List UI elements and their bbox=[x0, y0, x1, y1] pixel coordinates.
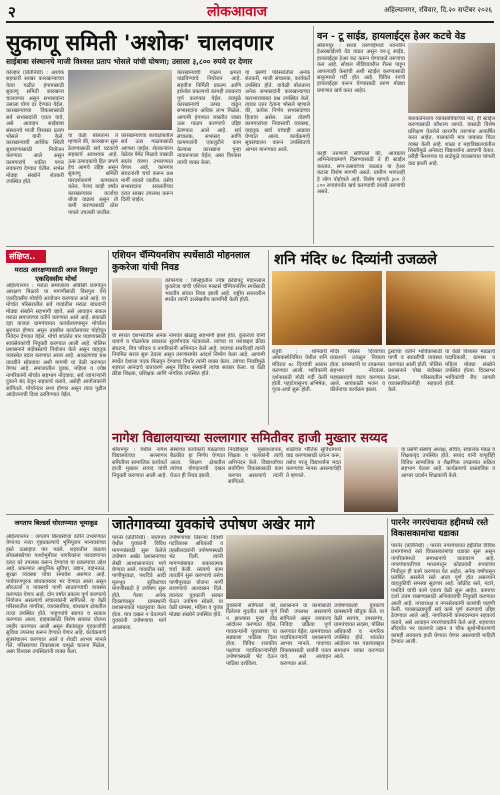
section-divider bbox=[6, 246, 494, 247]
story9-body: पारनेर (प्रतिनिधी) : पारनेर नगरपंचायत हद्दीतील विविध प्रभागांमध्ये रस्ते विकासकामांचा धडाका सुरू असून नागरिकांमध्ये समाधानाचे वातावरण आहे. नगरपंचायतीच्या माध्यमातून कोट्यवधी रुपयांच्या निधीतून ही कामे करण्यात येत आहेत. अनेक वर्षांपासून प्रलंबित असलेले रस्ते आता पूर्ण होत असल्याने वाहतुकीची समस्या सुटणार आहे. काँक्रीट रस्ते, गटारे, पथदिवे यांची कामे एकाच वेळी सुरू आहेत. कामाचा दर्जा उत्तम राखण्यासाठी अभियंत्यांची नियुक्ती करण्यात आली आहे. नगराध्यक्ष व नगरसेवकांनी कामांची पाहणी केली. पावसाळ्यापूर्वी सर्व कामे पूर्ण करण्याचे उद्दिष्ट ठेवण्यात आले आहे. नागरिकांनी कामादरम्यान सहकार्य करावे, असे आवाहन नगरपंचायतीने केले आहे. शहराच्या सौंदर्यात भर घालणारे उद्यान व चौक सुशोभीकरणाचे कामही लवकरच हाती घेण्यात येणार असल्याची माहिती देण्यात आली. bbox=[391, 543, 495, 646]
story1-headline: सुकाणू समिती 'अशोक' चालवणार bbox=[6, 31, 274, 56]
story6-body-col2: संस्थेच्या कार्यकारी मंडळाच्या बैठकीत हा निर्णय घेण्यात आला. शिक्षण क्षेत्रातील त्यांच्या योगदानाची दखल घेऊन ही निवड झाली. bbox=[170, 447, 225, 479]
story6-body-col4: शाळेच्या भौतिक सुविधांमध्ये वाढ करण्यासाठी प्रयत्न करू, तसेच गरजू विद्यार्थ्यांना मदत करण्याचा मानस असल्याचेही ते म्हणाले. bbox=[286, 447, 341, 479]
page-number: २ bbox=[8, 3, 16, 21]
story1-body-col1: कोल्हार (प्रतिनिधी) : अशोक सहकारी साखर कारखान्याच्या येत्या गळीत हंगामासाठी सुकाणू समिती कारखाना चालवणार असून सभासदांना उसाला योग्य दर देण्यात येईल. कारखान्याच्या विकासासाठी सर्व सभासदांनी एकत्र यावे, असे आवाहन साईबाबा संस्थानचे माजी विश्वस्त प्रताप भोसले यांनी केले. कारखान्याची आर्थिक स्थिती सुधारण्यासाठी नियोजन करण्यात आले असून कामगारांचे थकीत पगार लवकरच देण्यात येतील. सभेस मोठ्या संख्येने शेतकरी उपस्थित होते. bbox=[6, 70, 64, 185]
story1-body-col2: या वेळी बोलताना ते म्हणाले की, कारखाना सुरू ठेवण्यासाठी सर्व घटकांचे सहकार्य आवश्यक आहे. ऊस उत्पादकांचे हित जपणे हेच आमचे उद्दिष्ट असून सुकाणू समिती पारदर्शकपणे कामकाज करेल. गेल्या काही वर्षांत कारखान्यावर कर्जाचा बोजा वाढला असून तो कमी करण्यासाठी ठोस पावले उचलली जातील. bbox=[68, 133, 118, 216]
story8-body-col4: प्रशासनाने या कामांसाठी निधी उपलब्ध असल्याचे सांगितले असून लवकरच निविदा प्रक्रिया पूर्ण करण्यात येईल. ग्रामपंचायत पदाधिकाऱ्यांनी प्रशासनाचे आभार मानले. गावाच्या विकासासाठी सर्वांनी एकत्र यावे, असे आवाहन करण्यात आले. bbox=[280, 603, 331, 667]
story5-photo-left bbox=[272, 271, 382, 345]
story4-headline: एशियन चॅम्पियनशिप स्पर्धेसाठी मोहनलाल कुकरेजा यांची निवड bbox=[112, 250, 250, 273]
story3-kicker: संक्षिप्त.. bbox=[6, 250, 46, 263]
story5-body-col1: राहुरी : शनिवारी अमावास्येनिमित्त येथील शनि मंदिरात ७८ दिव्यांची आरास करण्यात आली. भाविकांनी दर्शनासाठी मोठी गर्दी केली होती. पहाटेपासूनच अभिषेक, पूजा-अर्चा सुरू होती. bbox=[272, 349, 327, 394]
story1-body-col5: या प्रसंगी परिसरातील अनेक शेतकरी, माजी संचालक, कार्यकर्ते उपस्थित होते. यावेळी बोलताना अनेक सभासदांनी कारखान्याच्या कारभाराबाबत प्रश्न उपस्थित केले. त्यावर उत्तर देताना भोसले म्हणाले की, प्रत्येक निर्णय सभासदांच्या हिताचा असेल. ऊस तोडणी कामगारांच्या निवासाची व्यवस्था, वाहतूक खर्च यांचाही आढावा घेण्यात आला. कार्यक्रमाचे सूत्रसंचालन करून उपस्थितांचे आभार मानण्यात आले. bbox=[245, 70, 310, 153]
story1-body-col3: कारखान्याच्या कार्यक्षेत्रातील सर्व ऊस गाळपासाठी आणला जाईल. शेतकऱ्यांना वेळेवर पेमेंट मिळावे यासाठी स्वतंत्र यंत्रणा उभारण्यात येणार आहे. कामगार संघटनांशी चर्चा करून प्रश्न मार्गी लावले जातील. तसेच सभासदांना सवलतीच्या दरात साखर उपलब्ध करून दिली जाईल. bbox=[121, 133, 173, 204]
story7-headline: जगताप बिल्डर्स घोरतप्प्यात भूमाकूड bbox=[14, 519, 98, 527]
column-divider bbox=[108, 518, 109, 790]
story1-subheadline: साईबाबा संस्थानचे माजी विश्वस्त प्रताप भोसले यांची घोषणा; उसाला ३,८०० रुपये दर देणार bbox=[6, 57, 253, 66]
story1-photo bbox=[68, 70, 172, 130]
story6-body-col1: श्रीरामपूर : येथील नागेश विद्यालयाच्या सल्लागार समितीवर सामाजिक कार्यकर्ते हाजी मुख्तार सय्यद यांची नियुक्ती करण्यात आली आहे. bbox=[112, 447, 167, 479]
masthead-logo: लोकआवाज bbox=[207, 4, 267, 20]
story6-photo bbox=[344, 447, 398, 512]
column-divider bbox=[268, 250, 269, 425]
column-divider bbox=[313, 26, 314, 244]
story4-body-col2: या स्पर्धेत देशभरातील अनेक नामवंत खेळाडू सहभागी झाले होते. कुकरेजा यांनी धावणे व गोळाफेक प्रकारात सुवर्णपदक पटकावले. त्यांच्या या यशाबद्दल क्रीडा संघटना, मित्र परिवार व नागरिकांनी अभिनंदन केले आहे. वयाच्या सत्तरीतही त्यांनी नियमित सराव सुरू ठेवला असून तरुणांसमोर आदर्श निर्माण केला आहे. आगामी स्पर्धेत देशाला पदक मिळवून देण्याचा निर्धार त्यांनी व्यक्त केला. त्यांच्या निवडीमुळे शहरात आनंदाचे वातावरण असून विविध संस्थांनी त्यांचा सत्कार केला. या वेळी क्रीडा शिक्षक, प्रशिक्षक आणि नागरिक उपस्थित होते. bbox=[112, 333, 265, 378]
story4-photo bbox=[112, 278, 162, 330]
column-divider bbox=[108, 250, 109, 512]
story8-photo bbox=[226, 535, 384, 599]
story2-photo bbox=[408, 43, 495, 113]
story6-headline: नागेश विद्यालयाच्या सल्लागार समितीवर हाजी मुख्तार सय्यद bbox=[112, 431, 388, 446]
column-divider bbox=[387, 518, 388, 790]
story5-body-col4: या वेळी विश्वस्त मंडळाचे पदाधिकारी, ग्रामस्थ व महिला मोठ्या संख्येने उपस्थित होत्या. दिवसभर भाविकांची रीघ लागली होती. bbox=[445, 349, 495, 388]
story5-photo-right bbox=[386, 271, 495, 345]
story3-headline: मराठा आरक्षणासाठी आज विसपुरा एकदिवसीय मोर्चा bbox=[14, 266, 98, 283]
story1-body-col4: कारखान्याची गाळप क्षमता वाढविण्याचे नियोजन आहे. सहवीज निर्मिती प्रकल्प आणि इथेनॉल प्रकल्पाचे कामही लवकरच पूर्ण करण्यात येईल. त्यामुळे कारखान्याचे उत्पन्न वाढून सभासदांना अधिक लाभ मिळेल. आगामी हंगामात जास्तीत जास्त ऊस गाळप करण्याचे उद्दिष्ट ठेवण्यात आले आहे. सर्व संचालक, सभासद आणि कामगारांनी एकजुटीने काम केल्यास कारखाना पुन्हा नावारूपाला येईल, असा विश्वास त्यांनी व्यक्त केला. bbox=[177, 70, 241, 166]
issue-date: अहिल्यानगर, रविवार, दि.२० सप्टेंबर २०२६ bbox=[383, 6, 492, 14]
story2-headline: वन - टू साईड, हायलाईट्स हेअर कटचे वेड bbox=[317, 31, 466, 42]
story8-headline: जातेगावच्या युवकांचे उपोषण अखेर मागे bbox=[112, 517, 315, 533]
story4-body-col1: कोपरगाव : जिल्ह्यातील ज्येष्ठ क्रीडापटू मोहनलाल कुकरेजा यांची एशियन मास्टर्स चॅम्पियनशिप स्पर्धेसाठी भारतीय संघात निवड झाली आहे. राष्ट्रीय स्तरावरील स्पर्धेत त्यांनी उल्लेखनीय कामगिरी केली होती. bbox=[165, 278, 265, 304]
story2-body-col1: श्रीरामपूर : सध्या तरुणाईमध्ये नवनवीन हेअरस्टाईलचे वेड वाढत असून वन-टू साईड, हायलाईट्स हेअर कट करून घेण्याकडे तरुणांचा कल आहे. सोशल मीडियावरील रील्स पाहून आपल्याही केसांची अशी स्टाईल करण्यासाठी सलूनमध्ये गर्दी होत आहे. विविध रंगांचे हायलाईट्स करून घेण्यासाठी तरुण मोठ्या प्रमाणात खर्च करत आहेत. bbox=[317, 43, 405, 94]
story5-body-col2: मंदिर परिसर दिव्यांच्या प्रकाशाने उजळून निघाला होता. ग्रामस्थांनी या उपक्रमात सहभाग नोंदवला. महाप्रसादाचे वाटप करण्यात आले. सायंकाळी भजन व कीर्तनाचा कार्यक्रम झाला. bbox=[330, 349, 385, 394]
story8-body-col1: पारनेर (प्रतिनिधी) : जातेगाव येथील युवकांनी विविध मागण्यांसाठी सुरू केलेले उपोषण अखेर प्रशासनाच्या लेखी आश्वासनानंतर मागे घेण्यात आले. गावातील रस्ते, पाणीपुरवठा, पथदिवे आदी मूलभूत सुविधांच्या मागणीसाठी हे उपोषण सुरू होते. गेल्या अनेक दिवसांपासून ग्रामस्थांनी प्रशासनाकडे पाठपुरावा केला होता. मात्र दखल न घेतल्याने युवकांनी उपोषणाचा मार्ग अवलंबला. bbox=[112, 535, 166, 631]
story8-body-col5: उपोषणकर्त्या युवकांचे ग्रामस्थांनी कौतुक केले. या वेळी सरपंच, उपसरपंच, ग्रामपंचायत सदस्य, पोलिस अधिकारी व नागरिक उपस्थित होते. शांततेत आंदोलन पार पडल्याबद्दल समाधान व्यक्त करण्यात आले. bbox=[334, 603, 384, 661]
story5-headline: शनि मंदिर ७८ दिव्यांनी उजळले bbox=[274, 251, 437, 268]
story2-body-col2: केशकर्तनालय व्यावसायिकांच्या मते, ही स्टाईल करण्यासाठी कौशल्य लागते. यासाठी विशेष प्रशिक्षण घेतलेले कारागीर तरुणांना आकर्षित करत आहेत. पालकांनी मात्र याबाबत चिंता व्यक्त केली आहे. शाळा व महाविद्यालयांतील शिस्तीमुळे अनेकदा विद्यार्थ्यांना अडचणी येतात. तरीही फॅशनच्या या लाटेमुळे व्यवसायात चांगली वाढ झाली आहे. bbox=[408, 116, 495, 167]
story3-body: अहिल्यानगर : मराठा समाजाला ओबीसी प्रवर्गातून आरक्षण मिळावे या मागणीसाठी विसपुरा येथे एकदिवसीय मोर्चाचे आयोजन करण्यात आले आहे. या मोर्चात परिसरातील सर्व गावांतील मराठा बांधवांनी मोठ्या संख्येने सहभागी व्हावे, असे आवाहन सकल मराठा समाजाच्या वतीने करण्यात आले आहे. सकाळी दहा वाजता ग्रामपंचायत कार्यालयापासून मोर्चाला सुरुवात होणार असून तहसील कार्यालयावर पोहोचून निवेदन देण्यात येईल. मोर्चा शांततेत पार पाडण्यासाठी स्वयंसेवकांची नियुक्ती करण्यात आली आहे. पोलिस प्रशासनाने बंदोबस्ताचे नियोजन केले असून वाहतूक व्यवस्थेत बदल करण्यात आला आहे. आरक्षणाचा प्रश्न तातडीने सोडवावा अशी मागणी या वेळी करण्यात येणार आहे. समाजातील युवक, महिला व ज्येष्ठ नागरिकांनी मोर्चात सहभाग नोंदवावा. सर्व व्यापाऱ्यांनी दुकाने बंद ठेवून सहकार्य करावे, असेही आयोजकांनी सांगितले. मोर्चानंतर सभा होणार असून त्यात पुढील आंदोलनाची दिशा ठरविण्यात येईल. bbox=[6, 283, 106, 398]
story5-body-col3: ट्रस्टच्या वतीने भाविकांसाठी पाणी व सावलीची व्यवस्था करण्यात आली होती. पोलिस प्रशासनाने चोख बंदोबस्त ठेवला. परिसरातील व्यावसायिकांनीही सहकार्य केले. bbox=[388, 349, 442, 394]
story9-headline: पारनेर नगरपंचायत हद्दीमध्ये रस्ते विकासकामांचा धडाका bbox=[391, 517, 488, 538]
header-rule bbox=[6, 21, 494, 23]
story6-body-col5: या प्रसंगी संस्थेचे अध्यक्ष, सचिव, संचालक मंडळ व शिक्षकवृंद उपस्थित होते. सय्यद यांनी यापूर्वीही विविध सामाजिक व शैक्षणिक उपक्रमांत सक्रिय सहभाग घेतला आहे. कार्यक्रमाचे प्रास्ताविक व आभार प्रदर्शन शिक्षकांनी केले. bbox=[401, 447, 495, 479]
story6-body-col3: निवडीबद्दल मुख्याध्यापक, शिक्षक व पालकांनी त्यांचे अभिनंदन केले. विद्यार्थ्यांच्या सर्वांगीण विकासासाठी काम करणार असल्याचे त्यांनी सांगितले. bbox=[228, 447, 283, 486]
story7-body: अहिल्यानगर : जगताप बिल्डर्सच्या वतीने उभारण्यात येणाऱ्या नव्या गृहप्रकल्पाचे भूमिपूजन मान्यवरांच्या हस्ते उत्साहात पार पडले. शहरातील वाढत्या लोकसंख्येच्या पार्श्वभूमीवर नागरिकांना परवडणाऱ्या दरात घरे उपलब्ध करून देण्याचा या प्रकल्पाचा उद्देश आहे. प्रकल्पात आधुनिक सुविधा, उद्यान, वाहनतळ, सुरक्षा व्यवस्था यांचा समावेश असणार आहे. पर्यावरणपूरक बांधकामावर भर देण्यात आला असून सौरऊर्जा व पावसाचे पाणी साठवण्याची व्यवस्था करण्यात येणार आहे. दोन वर्षांत प्रकल्प पूर्ण करण्याचे नियोजन असल्याचे संचालकांनी सांगितले. या वेळी परिसरातील नागरिक, व्यावसायिक, बांधकाम क्षेत्रातील तज्ज्ञ उपस्थित होते. पाहुण्यांचे स्वागत व सत्कार करण्यात आला. ग्राहकांसाठी विशेष सवलत योजना जाहीर करण्यात आली असून बँकांकडून गृहकर्जाची सुविधा उपलब्ध करून देण्यात येणार आहे. कार्यक्रमाचे सूत्रसंचालन करण्यात आले व शेवटी आभार मानले गेले. परिसराच्या विकासाला यामुळे चालना मिळेल, असा विश्वास उपस्थितांनी व्यक्त केला. bbox=[6, 534, 106, 656]
story8-body-col3: युवकांनी सांगितले की, दिलेल्या मुदतीत कामे पूर्ण न झाल्यास पुन्हा तीव्र आंदोलन करण्यात येईल. गावकऱ्यांनी युवकांच्या या लढ्याला पाठिंबा दिला होता. विविध राजकीय पक्षांच्या पदाधिकाऱ्यांनीही उपोषणस्थळी भेट देऊन पाठिंबा दर्शविला. bbox=[226, 603, 277, 667]
story8-body-col2: उपोषणाच्या तिसऱ्या दिवशी गटविकास अधिकारी व तहसीलदारांनी उपोषणस्थळी भेट दिली. त्यांनी मागण्यांबाबत सकारात्मक चर्चा केली. रस्त्याचे काम तातडीने सुरू करण्याचे तसेच पाणीपुरवठा योजना मार्गी लावण्याचे आश्वासन दिले. त्यानंतर युवकांनी सरबत घेऊन उपोषण सोडले. या वेळी ग्रामस्थ, महिला व युवक मोठ्या संख्येने उपस्थित होते. bbox=[169, 535, 223, 618]
story2-body-col3: काही तरुणांनी सांगितले की, आवडत्या अभिनेत्याप्रमाणे दिसण्यासाठी ते ही स्टाईल करतात. सण-उत्सवांच्या काळात या हेअर कटला विशेष मागणी असते. ग्रामीण भागातही हे लोण पोहोचले आहे. विशेष म्हणजे ३०० ते ८०० रुपयांपर्यंत खर्च करण्याची तयारी तरुणांची असते. bbox=[317, 151, 405, 196]
